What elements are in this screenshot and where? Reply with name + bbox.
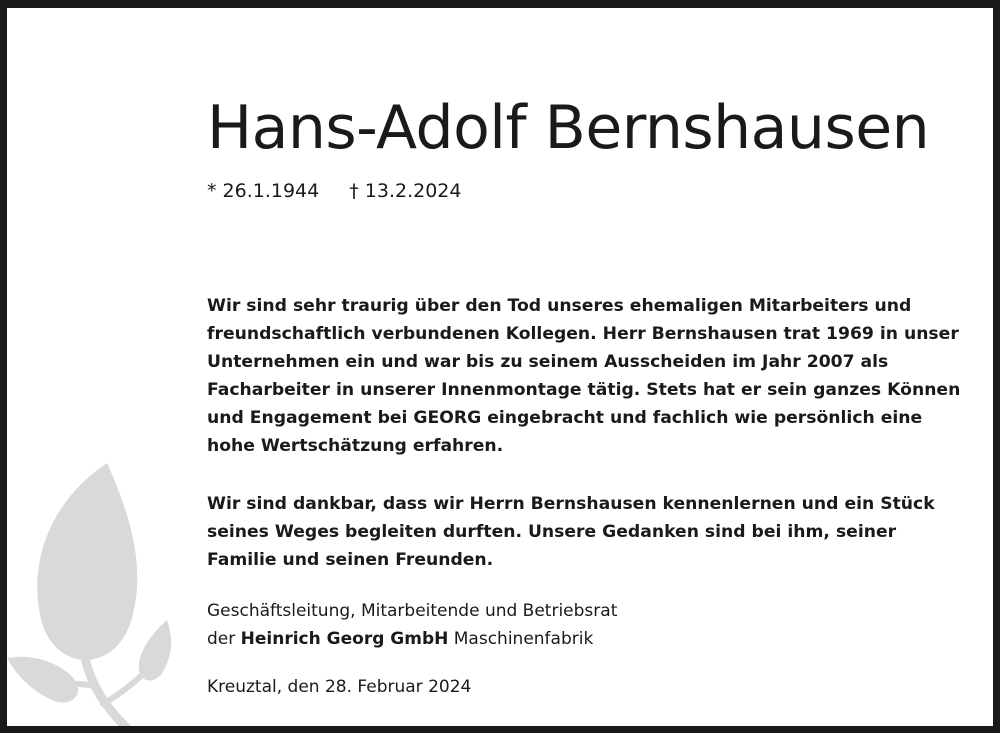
birth-date: * 26.1.1944 (207, 180, 320, 202)
tribute-paragraph-1: Wir sind sehr traurig über den Tod unseres ehemaligen Mitarbeiters und freundschaftlich verbundenen Kollegen. Herr Bernshausen trat 1969 in unser Unternehmen ein und war bis zu seinem Ausscheiden im Jahr 2007 als Facharbeiter in unserer Innenmontage tätig. Stets hat er sein ganzes Können und Engagement bei GEORG eingebracht und fachlich wie persönlich eine hohe Wertschätzung erfahren. (207, 296, 961, 456)
signature-prefix: der (207, 629, 241, 649)
tribute-paragraph-2: Wir sind dankbar, dass wir Herrn Bernshausen kennenlernen und ein Stück seines Weges begleiten durften. Unsere Gedanken sind bei ihm, seiner Familie und seinen Freunden. (207, 494, 935, 570)
company-name: Heinrich Georg GmbH (240, 629, 449, 649)
signature-suffix: Maschinenfabrik (448, 629, 594, 649)
place-date: Kreuztal, den 28. Februar 2024 (207, 677, 472, 697)
life-dates (207, 178, 462, 204)
signature-line-1: Geschäftsleitung, Mitarbeitende und Betriebsrat (207, 601, 618, 621)
deceased-name: Hans-Adolf Bernshausen (207, 93, 930, 163)
death-date: † 13.2.2024 (349, 180, 462, 202)
leaf-branch-icon (7, 448, 207, 733)
signature-line-2 (207, 625, 617, 653)
signature (207, 597, 617, 653)
